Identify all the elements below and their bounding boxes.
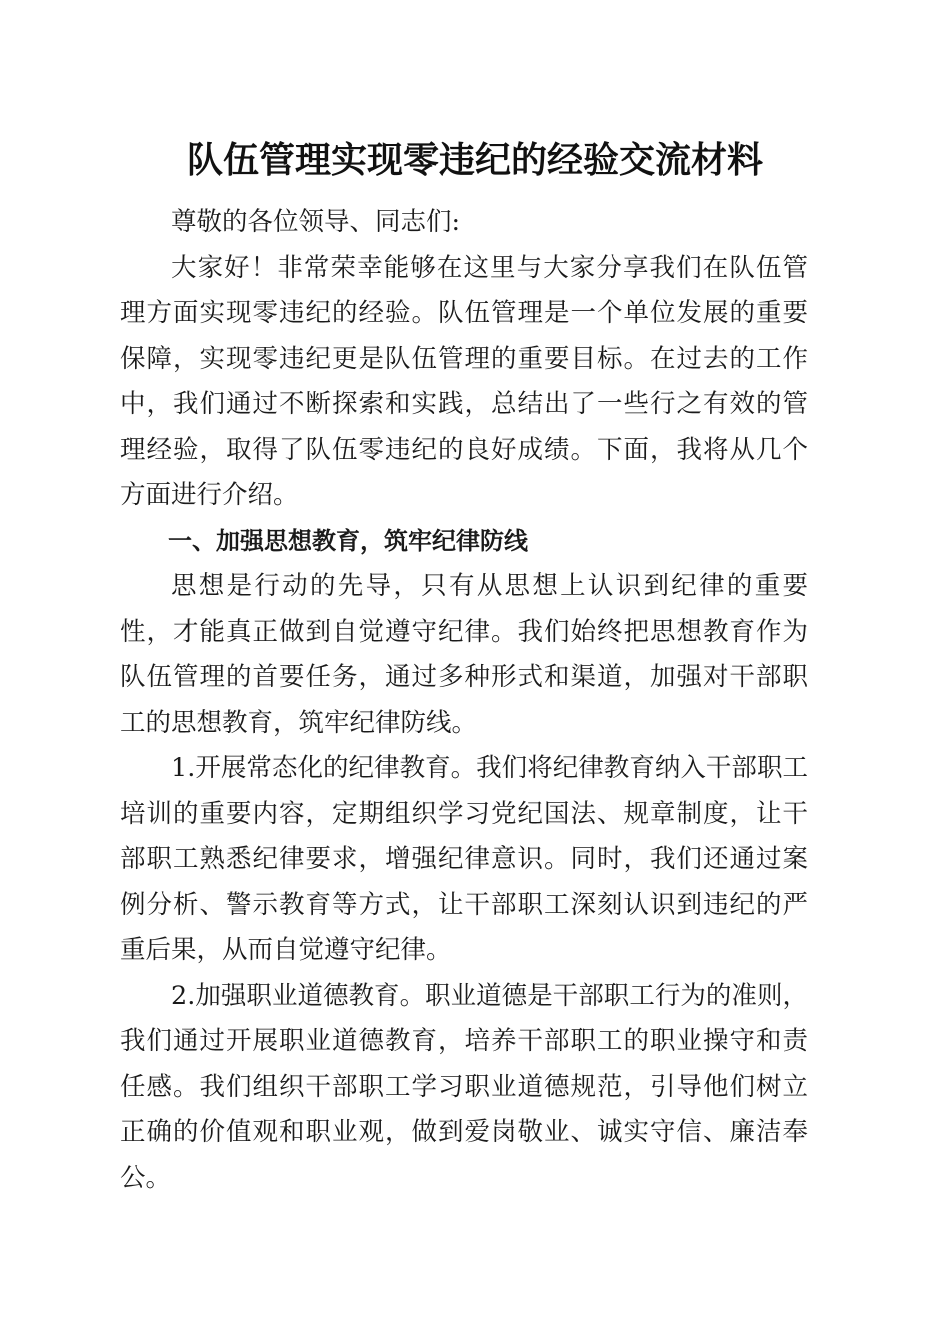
section-1-paragraph: 思想是行动的先导，只有从思想上认识到纪律的重要性，才能真正做到自觉遵守纪律。我们始终把思想教育作为队伍管理的首要任务，通过多种形式和渠道，加强对干部职工的思想教育，筑牢纪律防线。: [120, 571, 808, 738]
salutation: 尊敬的各位领导、同志们:: [171, 207, 461, 237]
section-heading-1: 一、加强思想教育，筑牢纪律防线: [168, 526, 528, 555]
list-item-2: 2.加强职业道德教育。职业道德是干部职工行为的准则，我们通过开展职业道德教育，培养干部职工的职业操守和责任感。我们组织干部职工学习职业道德规范，引导他们树立正确的价值观和职业观，做到爱岗敬业、诚实守信、廉洁奉公。: [120, 980, 808, 1193]
document-title: 队伍管理实现零违纪的经验交流材料: [186, 139, 763, 181]
document-body: [120, 200, 808, 1201]
list-item-1: 1.开展常态化的纪律教育。我们将纪律教育纳入干部职工培训的重要内容，定期组织学习党纪国法、规章制度，让干部职工熟悉纪律要求，增强纪律意识。同时，我们还通过案例分析、警示教育等方式，让干部职工深刻认识到违纪的严重后果，从而自觉遵守纪律。: [120, 753, 808, 965]
intro-paragraph: 大家好！非常荣幸能够在这里与大家分享我们在队伍管理方面实现零违纪的经验。队伍管理是一个单位发展的重要保障，实现零违纪更是队伍管理的重要目标。在过去的工作中，我们通过不断探索和实践，总结出了一些行之有效的管理经验，取得了队伍零违纪的良好成绩。下面，我将从几个方面进行介绍。: [120, 252, 808, 510]
